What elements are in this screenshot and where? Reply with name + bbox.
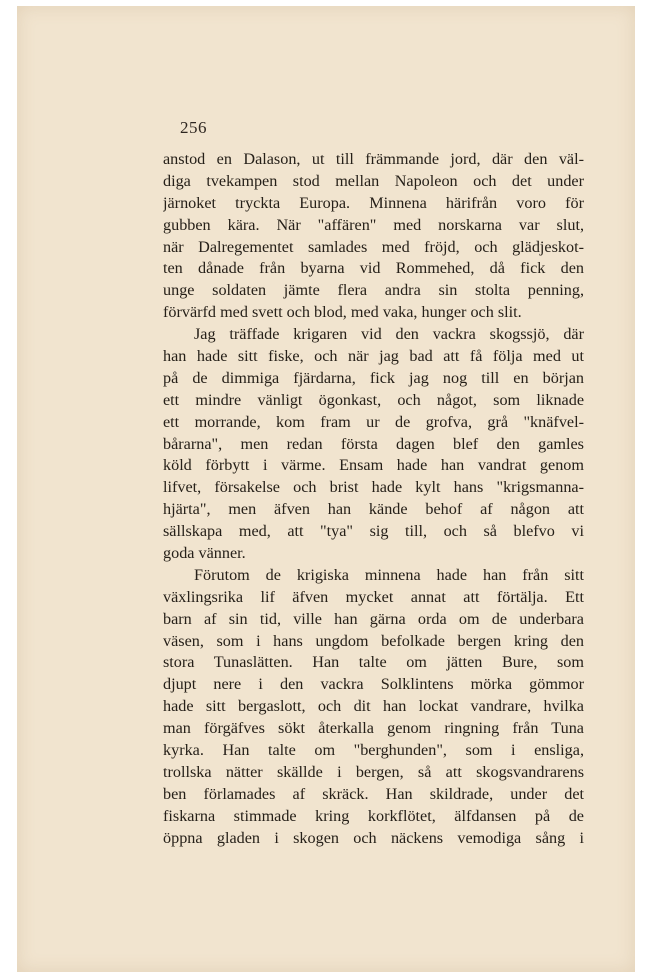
text-line: bårarna", men redan första dagen blef den gamles [163, 434, 584, 453]
text-line: köld förbytt i värme. Ensam hade han vandrat genom [163, 456, 584, 475]
text-line: ett morrande, kom fram ur de grofva, grå "knäfvel- [163, 412, 584, 431]
text-line: öppna gladen i skogen och näckens vemodiga sång i [163, 828, 584, 847]
text-line: kyrka. Han talte om "berghunden", som i ensliga, [163, 741, 584, 760]
text-line: ett mindre vänligt ögonkast, och något, som liknade [163, 390, 584, 409]
text-line: lifvet, försakelse och brist hade kylt hans "krigsmanna- [163, 478, 584, 497]
text-line: fiskarna stimmade kring korkflötet, älfdansen på de [163, 806, 584, 825]
text-line: goda vänner. [163, 544, 246, 563]
text-line: på de dimmiga fjärdarna, fick jag nog till en början [163, 368, 584, 387]
text-line: sällskapa med, att "tya" sig till, och så blefvo vi [163, 522, 584, 541]
text-line: diga tvekampen stod mellan Napoleon och det under [163, 171, 584, 190]
text-line: man förgäfves sökt återkalla genom ringning från Tuna [163, 719, 584, 738]
text-line: hade sitt bergaslott, och dit han lockat vandrare, hvilka [163, 697, 584, 716]
text-line: Förutom de krigiska minnena hade han från sitt [194, 565, 584, 584]
text-line: han hade sitt fiske, och när jag bad att få följa med ut [163, 347, 584, 366]
text-line: hjärta", men äfven han kände behof af någon att [163, 500, 584, 519]
text-line: gubben kära. När "affären" med norskarna var slut, [163, 215, 584, 234]
text-line: Jag träffade krigaren vid den vackra skogssjö, där [194, 325, 584, 344]
text-line: växlingsrika lif äfven mycket annat att förtälja. Ett [163, 587, 584, 606]
text-line: anstod en Dalason, ut till främmande jord, där den väl- [163, 150, 584, 168]
text-line: barn af sin tid, ville han gärna orda om de underbara [163, 609, 584, 628]
text-line: ben förlamades af skräck. Han skildrade, under det [163, 784, 584, 803]
text-line: unge soldaten jämte flera andra sin stolta penning, [163, 281, 584, 300]
text-line: djupt nere i den vackra Solklintens mörka gömmor [163, 675, 584, 694]
text-line: trollska nätter skällde i bergen, så att skogsvandrarens [163, 762, 584, 781]
text-line: järnoket tryckta Europa. Minnena härifrån voro för [163, 193, 584, 212]
book-page [17, 6, 635, 972]
text-line: förvärfd med svett och blod, med vaka, hunger och slit. [163, 303, 522, 322]
text-line: väsen, som i hans ungdom befolkade bergen kring den [163, 631, 584, 650]
text-line: när Dalregementet samlades med fröjd, och glädjeskot- [163, 237, 584, 256]
text-line: stora Tunaslätten. Han talte om jätten Bure, som [163, 653, 584, 672]
text-line: ten dånade från byarna vid Rommehed, då fick den [163, 259, 584, 278]
body-text [163, 149, 584, 850]
page-number: 256 [180, 118, 207, 137]
